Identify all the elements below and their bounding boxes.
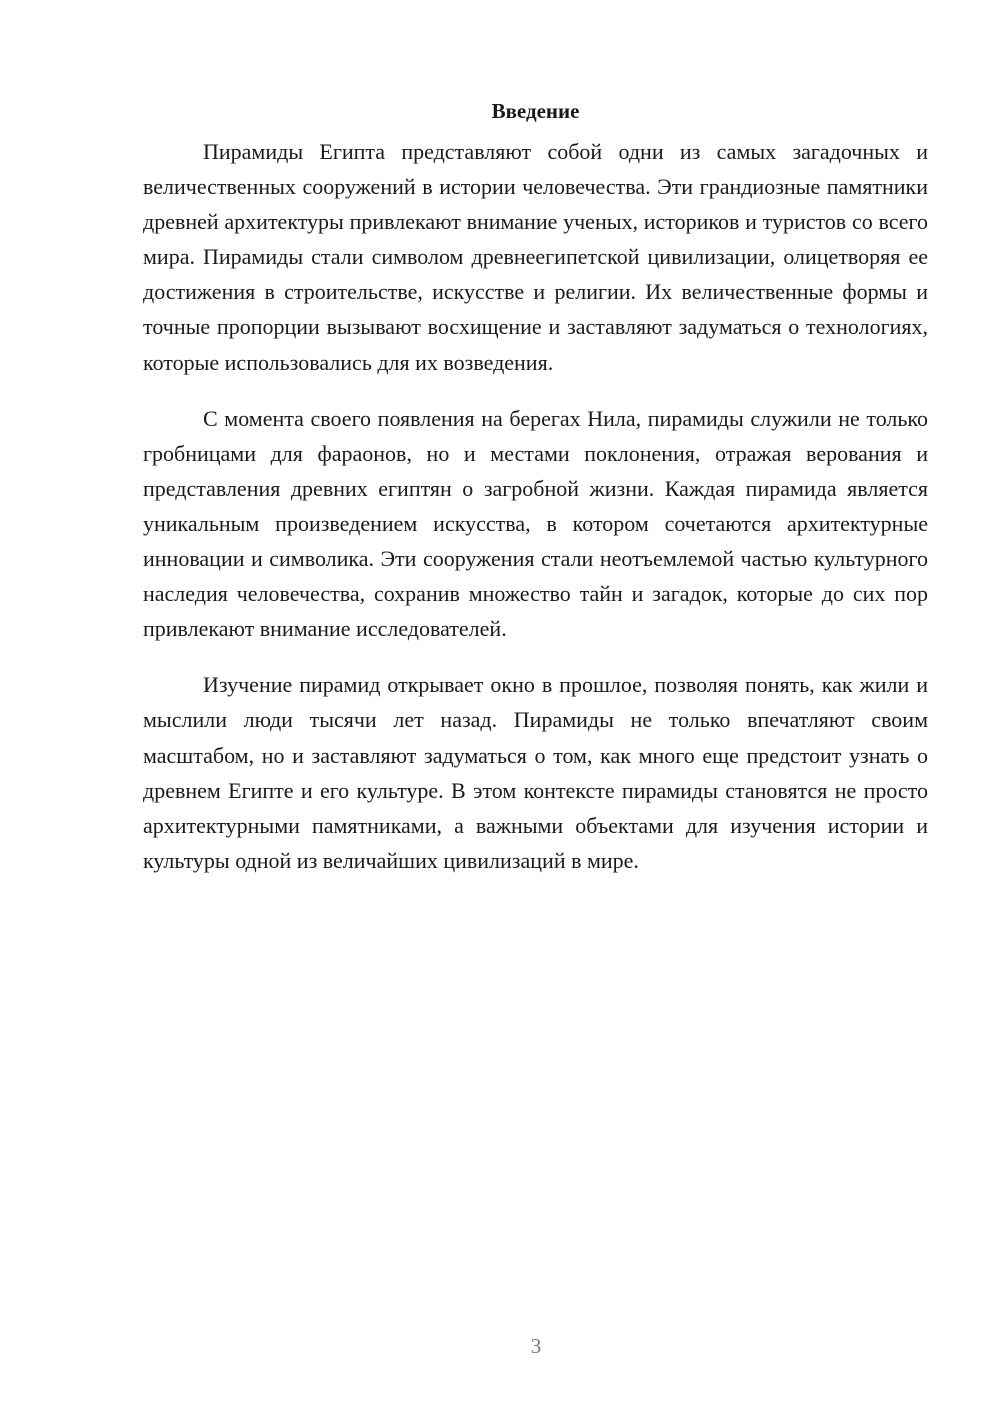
paragraph-1: Пирамиды Египта представляют собой одни из самых загадочных и величественных сооружений в истории человечества. Эти грандиозные памятники древней архитектуры привлекают внимание ученых, историков и туристов со всего мира. Пирамиды стали символом древнеегипетской цивилизации, олицетворяя ее достижения в строительстве, искусстве и религии. Их величественные формы и точные пропорции вызывают восхищение и заставляют задуматься о технологиях, которые использовались для их возведения.: [143, 139, 928, 375]
paragraph-3: Изучение пирамид открывает окно в прошлое, позволяя понять, как жили и мыслили люди тысячи лет назад. Пирамиды не только впечатляют своим масштабом, но и заставляют задуматься о том, как много еще предстоит узнать о древнем Египте и его культуре. В этом контексте пирамиды становятся не просто архитектурными памятниками, а важными объектами для изучения истории и культуры одной из величайших цивилизаций в мире.: [143, 672, 928, 873]
document-page: [143, 96, 928, 899]
page-number: 3: [530, 1334, 542, 1358]
paragraph-2: С момента своего появления на берегах Нила, пирамиды служили не только гробницами для фараонов, но и местами поклонения, отражая верования и представления древних египтян о загробной жизни. Каждая пирамида является уникальным произведением искусства, в котором сочетаются архитектурные инновации и символика. Эти сооружения стали неотъемлемой частью культурного наследия человечества, сохранив множество тайн и загадок, которые до сих пор привлекают внимание исследователей.: [143, 405, 928, 642]
section-heading: Введение: [491, 99, 580, 123]
